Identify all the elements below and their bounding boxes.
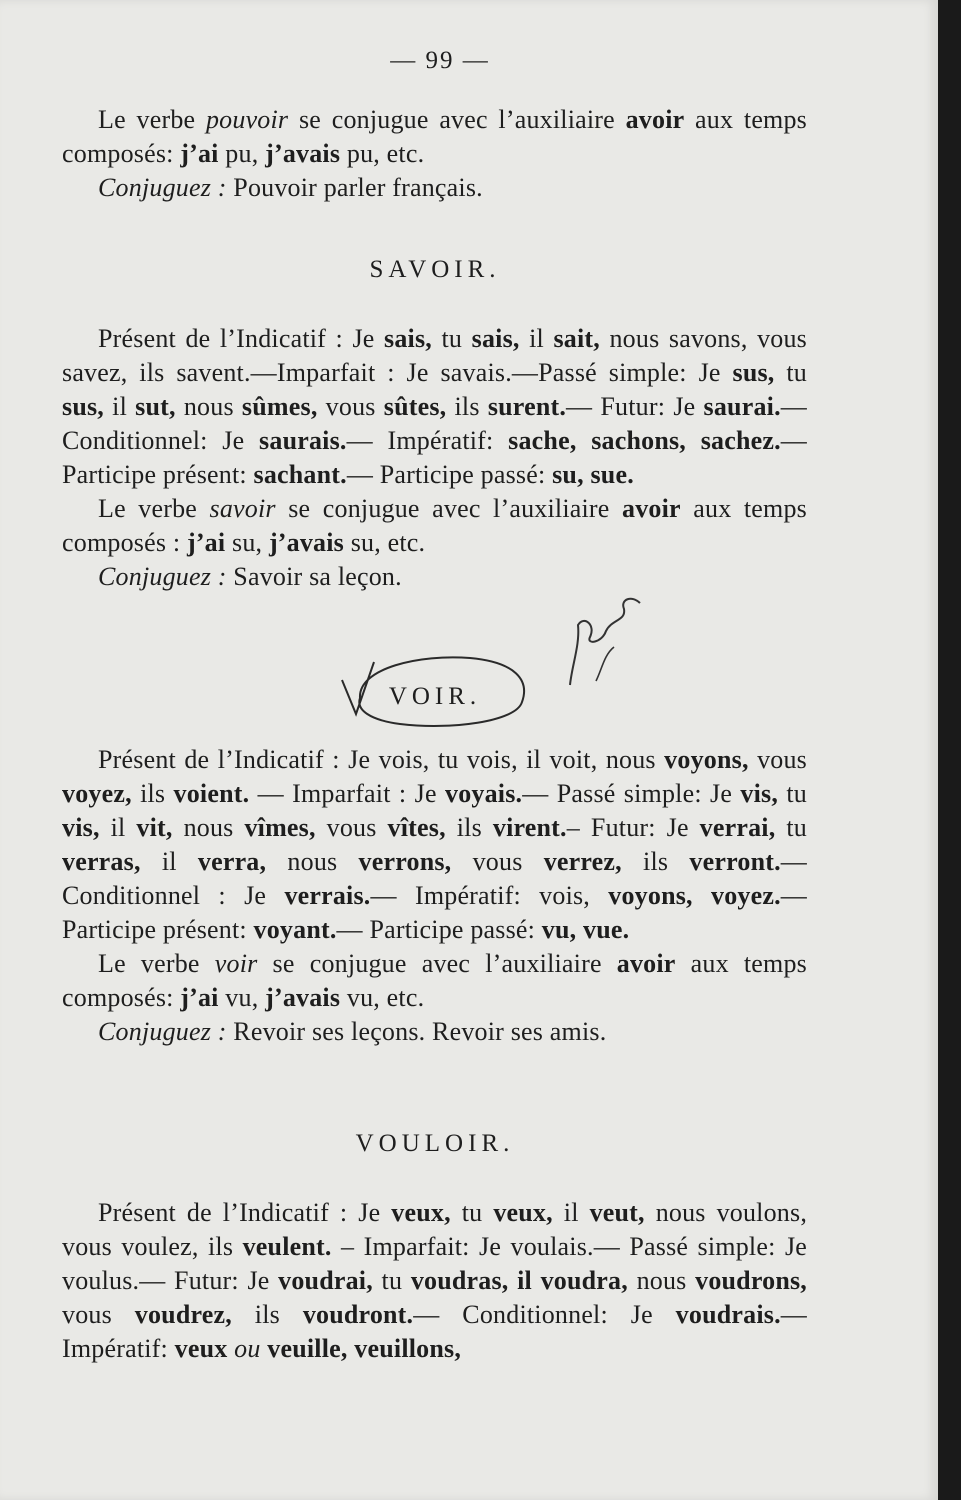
voir-conjugation: Présent de l’Indicatif : Je vois, tu vois, il voit, nous voyons, vous voyez, ils voient. — Imparfait : Je voyais.— Passé simple: Je vis, tu vis, il vit, nous vîmes, vous vîtes, ils virent.– Futur: Je verrai, tu verras, il verra, nous verrons, vous verrez, ils verront.— Conditionnel : Je verrais.— Impératif: vois, voyons, voyez.— Participe présent: voyant.— Participe passé: vu, vue. — [62, 745, 807, 944]
pouvoir-auxiliary-paragraph: Le verbe pouvoir se conjugue avec l’auxiliaire avoir aux temps composés: j’ai pu, j’avais pu, etc. — [62, 105, 807, 168]
vouloir-conjugation: Présent de l’Indicatif : Je veux, tu veux, il veut, nous voulons, vous voulez, ils veulent. – Imparfait: Je voulais.— Passé simple: Je voulus.— Futur: Je voudrai, tu voudras, il voudra, nous voudrons, vous voudrez, ils voudront.— Conditionnel: Je voudrais.—Impératif: veux ou veuille, veuillons, — [62, 1198, 808, 1363]
savoir-exercise: Conjuguez : Savoir sa leçon. — [98, 562, 402, 591]
savoir-section — [62, 322, 807, 594]
section-heading-voir: VOIR. — [388, 683, 482, 710]
pouvoir-note — [62, 103, 807, 205]
page-number: — 99 — — [390, 47, 490, 74]
voir-auxiliary-paragraph: Le verbe voir se conjugue avec l’auxiliaire avoir aux temps composés: j’ai vu, j’avais vu, etc. — [62, 949, 807, 1012]
voir-exercise: Conjuguez : Revoir ses leçons. Revoir ses amis. — [98, 1017, 607, 1046]
pouvoir-exercise: Conjuguez : Pouvoir parler français. — [98, 173, 483, 202]
savoir-auxiliary-paragraph: Le verbe savoir se conjugue avec l’auxiliaire avoir aux temps composés : j’ai su, j’avais su, etc. — [62, 494, 807, 557]
pencil-scribble-mark — [540, 585, 660, 695]
section-heading-savoir: SAVOIR. — [369, 256, 501, 283]
section-heading-vouloir: VOULOIR. — [355, 1130, 515, 1157]
voir-section — [62, 743, 807, 1049]
savoir-conjugation: Présent de l’Indicatif : Je sais, tu sais, il sait, nous savons, vous savez, ils savent.—Imparfait : Je savais.—Passé simple: Je sus, tu sus, il sut, nous sûmes, vous sûtes, ils surent.— Futur: Je saurai.—Conditionnel: Je saurais.— Impératif: sache, sachons, sachez.—Participe présent: sachant.— Participe passé: su, sue. — [62, 324, 807, 489]
vouloir-section — [62, 1196, 807, 1366]
